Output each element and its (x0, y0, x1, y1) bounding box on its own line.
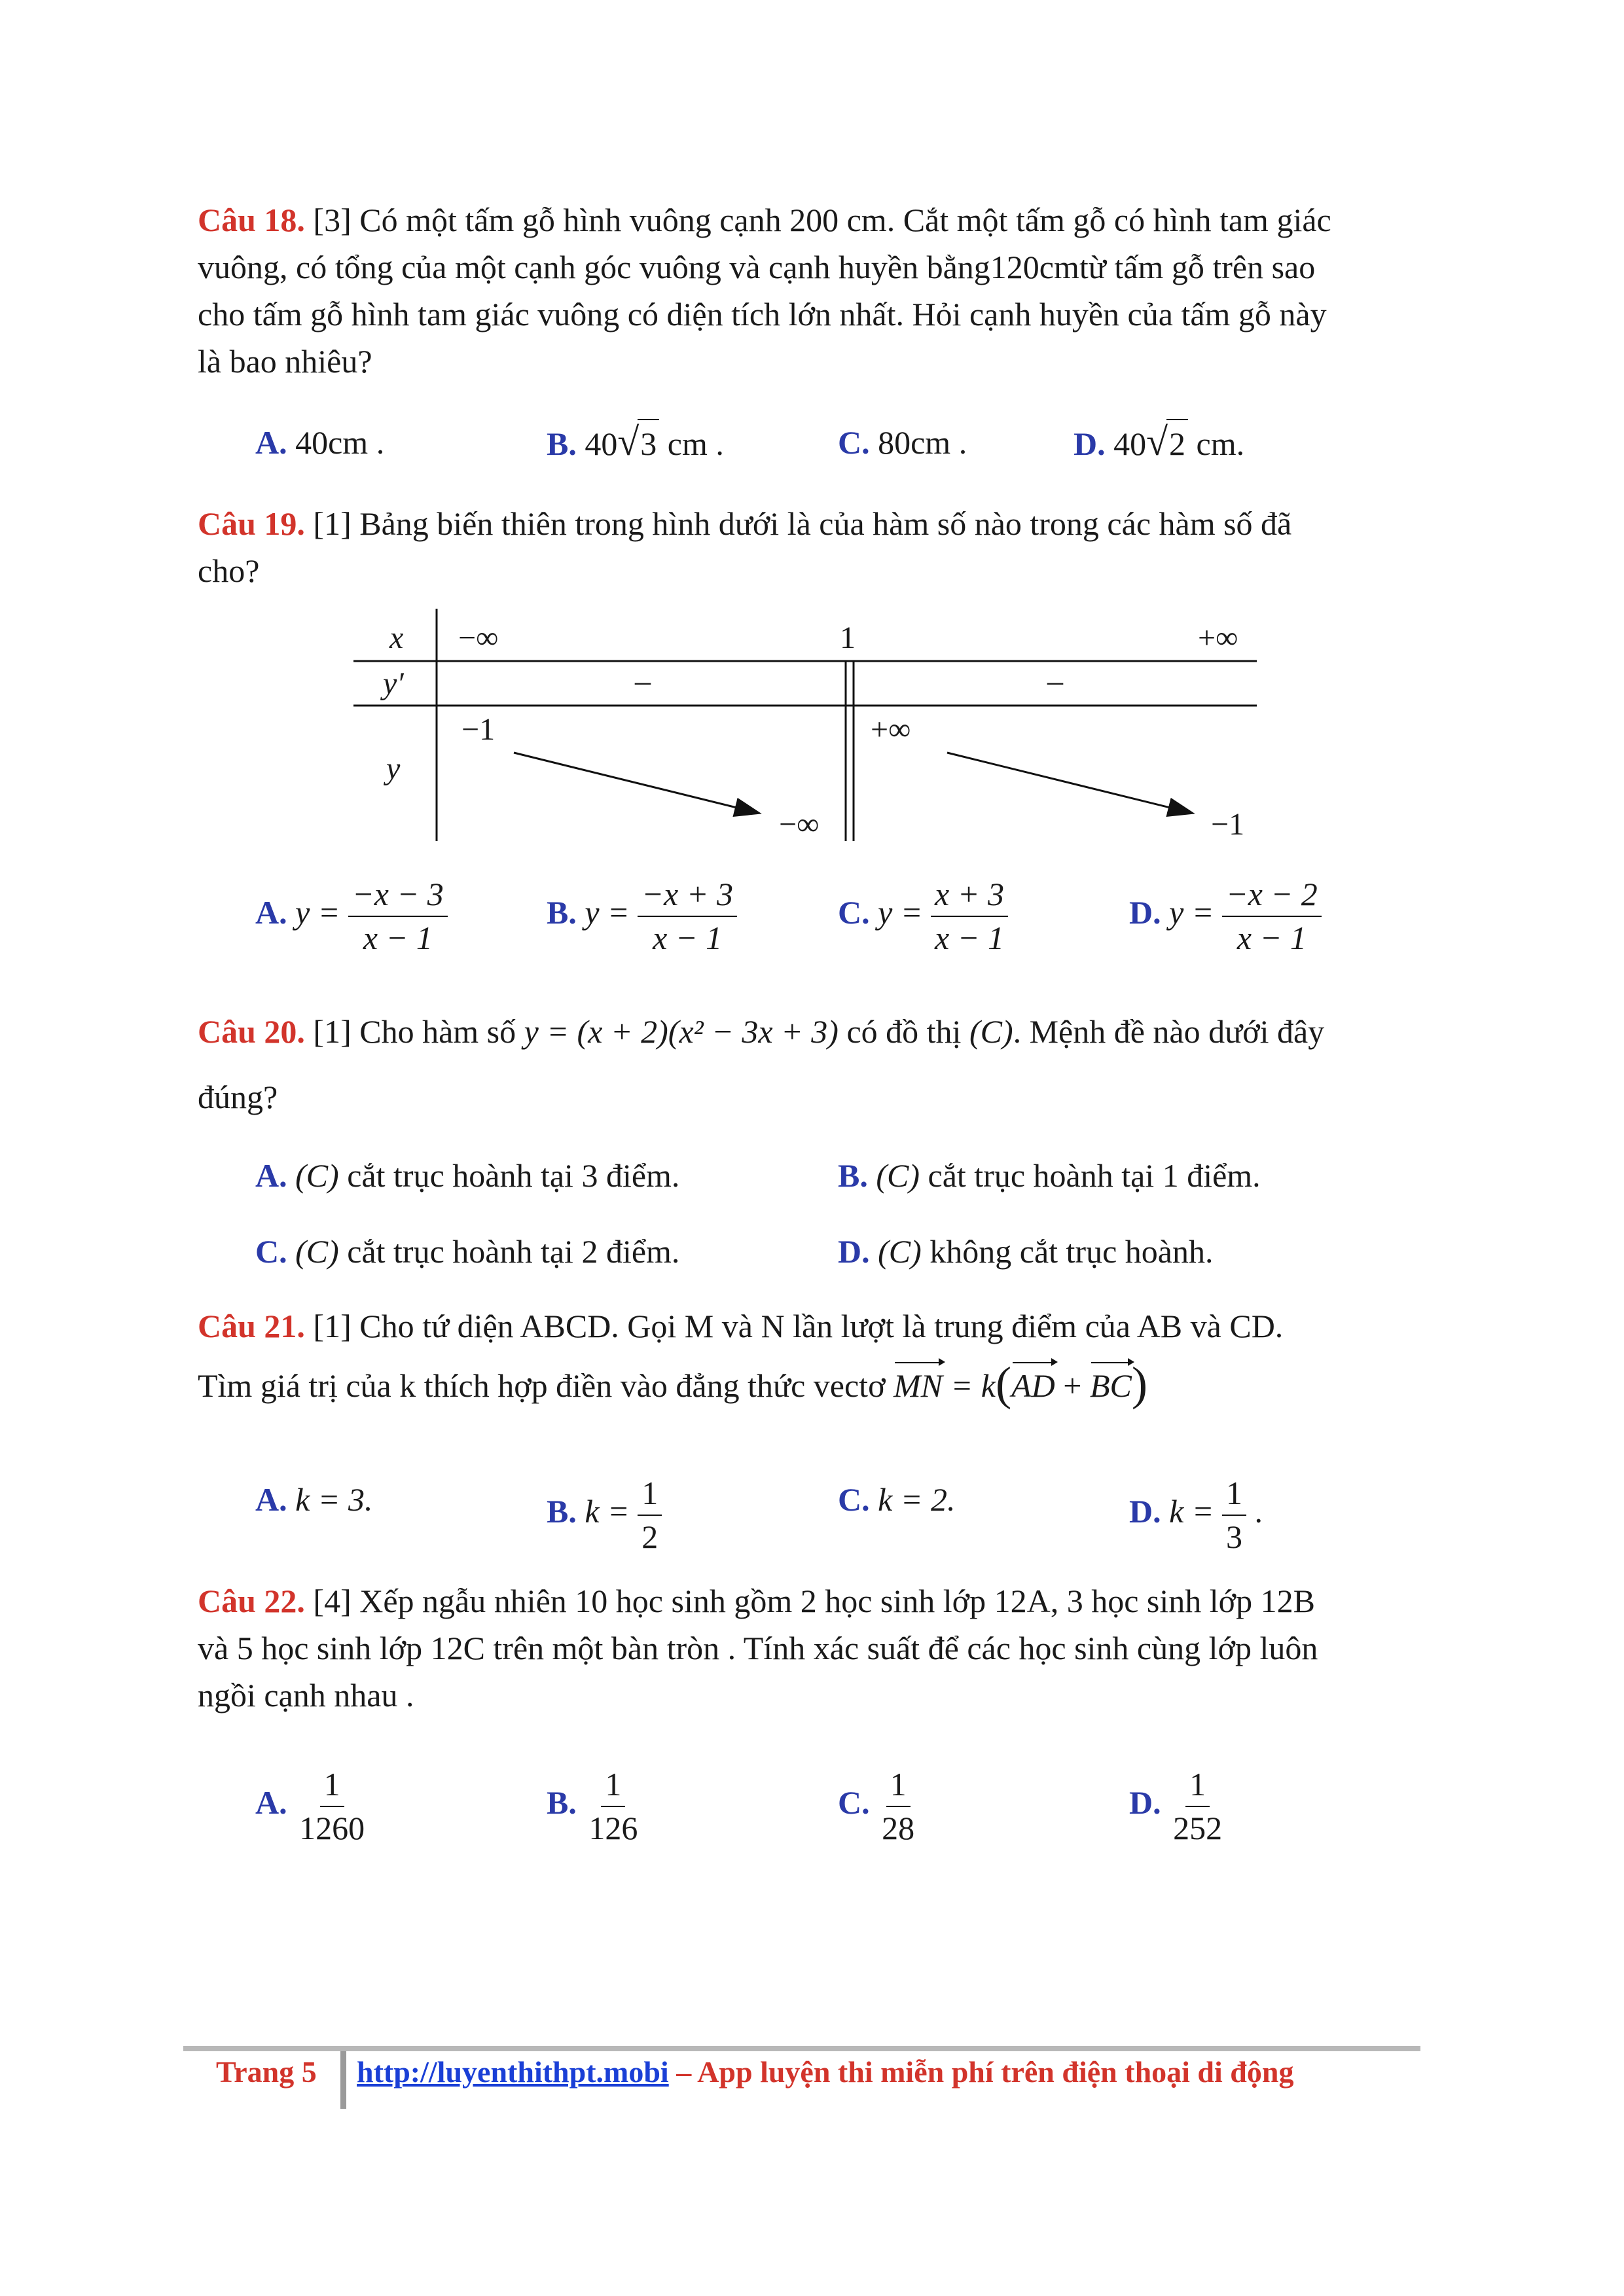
option-letter: D. (1129, 1784, 1161, 1821)
q20-text-mid: có đồ thị (846, 1013, 962, 1050)
q20-line-1 (198, 1008, 1324, 1055)
footer-separator (340, 2051, 346, 2109)
y-left-bottom: −∞ (779, 807, 820, 842)
y-right-bottom: −1 (1211, 807, 1245, 842)
option-text: không cắt trục hoành. (921, 1233, 1214, 1270)
option-text: k = 3. (295, 1481, 373, 1518)
option-curve: (C) (878, 1233, 922, 1270)
q20-formula: y = (x + 2)(x² − 3x + 3) (524, 1013, 839, 1050)
q22-option-a[interactable] (255, 1767, 369, 1845)
q21-option-c[interactable] (838, 1476, 956, 1523)
q21-line-1 (198, 1302, 1283, 1350)
option-fraction (638, 1476, 662, 1554)
denominator: 1260 (299, 1809, 365, 1846)
option-text: k = 2. (878, 1481, 956, 1518)
radicand: 2 (1166, 419, 1188, 467)
denominator: 3 (1226, 1518, 1243, 1555)
q18-label: Câu 18. (198, 202, 305, 238)
q19-option-a[interactable] (255, 877, 448, 955)
option-text: 40 (585, 425, 618, 462)
q22-line-3: ngồi cạnh nhau . (198, 1677, 414, 1713)
option-lhs: k = (1169, 1492, 1214, 1530)
footer-line (357, 2049, 1293, 2096)
yprime-label: y′ (383, 666, 404, 701)
numerator: 1 (886, 1767, 911, 1807)
q21-option-d[interactable] (1129, 1476, 1263, 1554)
q22-text-1: [4] Xếp ngẫu nhiên 10 học sinh gồm 2 học sinh lớp 12A, 3 học sinh lớp 12B (313, 1583, 1315, 1619)
option-lhs: y = (878, 893, 923, 931)
denominator: x − 1 (653, 919, 723, 956)
q21-text-1: [1] Cho tứ diện ABCD. Gọi M và N lần lượt là trung điểm của AB và CD. (313, 1308, 1284, 1344)
y-right-top: +∞ (871, 712, 911, 747)
y-label: y (386, 751, 401, 786)
sign-left: – (635, 664, 651, 698)
option-unit: cm . (659, 425, 724, 462)
decreasing-arrow-right (947, 753, 1191, 813)
q22-label: Câu 22. (198, 1583, 305, 1619)
option-text: cắt trục hoành tại 2 điểm. (338, 1233, 680, 1270)
denominator: x − 1 (363, 919, 433, 956)
q21-option-a[interactable] (255, 1476, 373, 1523)
q22-option-d[interactable] (1129, 1767, 1226, 1845)
plus-sign: + (1063, 1367, 1082, 1404)
numerator: x + 3 (931, 877, 1008, 917)
vector-bc: BC (1090, 1362, 1132, 1409)
denominator: 126 (588, 1809, 638, 1846)
close-paren: ) (1131, 1357, 1148, 1410)
q21-line-2 (198, 1357, 1148, 1410)
decreasing-arrow-left (514, 753, 758, 813)
option-text: cắt trục hoành tại 1 điểm. (920, 1157, 1261, 1194)
footer-url-link[interactable]: http://luyenthithpt.mobi (357, 2055, 669, 2089)
option-letter: A. (255, 1784, 287, 1821)
option-letter: D. (838, 1233, 870, 1270)
option-text: cắt trục hoành tại 3 điểm. (338, 1157, 680, 1194)
q19-label: Câu 19. (198, 505, 305, 542)
open-paren: ( (995, 1357, 1012, 1410)
q20-option-d[interactable] (838, 1228, 1213, 1275)
option-letter: B. (547, 425, 577, 462)
denominator: x − 1 (935, 919, 1004, 956)
y-left-top: −1 (461, 712, 496, 747)
q18-line-4: là bao nhiêu? (198, 343, 372, 380)
option-letter: D. (1129, 893, 1161, 931)
option-fraction (1169, 1767, 1226, 1845)
q19-option-c[interactable] (838, 877, 1008, 955)
denominator: x − 1 (1236, 919, 1307, 956)
x-pos-inf: +∞ (1198, 620, 1238, 655)
q20-label: Câu 20. (198, 1013, 305, 1050)
option-fraction (878, 1767, 918, 1845)
q18-option-d[interactable] (1074, 419, 1244, 467)
q18-option-b[interactable] (547, 419, 724, 467)
sign-right: – (1047, 664, 1063, 698)
numerator: −x − 3 (348, 877, 448, 917)
option-letter: B. (838, 1157, 868, 1194)
q22-line-2: và 5 học sinh lớp 12C trên một bàn tròn . Tính xác suất để các học sinh cùng lớp luôn (198, 1630, 1318, 1666)
q20-option-b[interactable] (838, 1152, 1261, 1199)
q21-label: Câu 21. (198, 1308, 305, 1344)
numerator: 1 (320, 1767, 344, 1807)
option-lhs: y = (295, 893, 340, 931)
vector-ad: AD (1011, 1362, 1055, 1409)
q19-option-d[interactable] (1129, 877, 1322, 955)
option-lhs: k = (585, 1492, 630, 1530)
variation-table (353, 609, 1270, 844)
q20-text-post: . Mệnh đề nào dưới đây (1013, 1013, 1325, 1050)
q18-option-c[interactable] (838, 419, 967, 466)
q21-equals-k: = k (950, 1367, 996, 1404)
q18-line-2: vuông, có tổng của một cạnh góc vuông và cạnh huyền bằng120cmtừ tấm gỗ trên sao (198, 249, 1316, 285)
q19-line-1 (198, 500, 1291, 547)
option-letter: C. (255, 1233, 287, 1270)
q19-option-b[interactable] (547, 877, 737, 955)
q20-option-a[interactable] (255, 1152, 679, 1199)
option-text: 40cm . (295, 424, 385, 461)
option-letter: C. (838, 1481, 870, 1518)
numerator: 1 (1222, 1476, 1246, 1516)
q18-line-3: cho tấm gỗ hình tam giác vuông có diện tích lớn nhất. Hỏi cạnh huyền của tấm gỗ này (198, 296, 1327, 332)
q20-line-2: đúng? (198, 1079, 278, 1115)
footer-tagline: – App luyện thi miễn phí trên điện thoại di động (668, 2055, 1294, 2089)
q18-option-a[interactable] (255, 419, 384, 466)
option-letter: A. (255, 1481, 287, 1518)
q19-text-1: [1] Bảng biến thiên trong hình dưới là của hàm số nào trong các hàm số đã (313, 505, 1292, 542)
option-letter: B. (547, 1784, 577, 1821)
numerator: −x + 3 (638, 877, 737, 917)
q21-option-b[interactable] (547, 1476, 662, 1554)
option-letter: A. (255, 424, 287, 461)
q22-option-b[interactable] (547, 1767, 641, 1845)
q22-line-1 (198, 1577, 1315, 1624)
sqrt-sign: √ (1146, 420, 1168, 463)
option-letter: C. (838, 424, 870, 461)
option-fraction (348, 877, 448, 955)
numerator: 1 (601, 1767, 625, 1807)
option-lhs: y = (1169, 893, 1214, 931)
denominator: 252 (1173, 1809, 1223, 1846)
option-fraction (931, 877, 1008, 955)
q21-text-2: Tìm giá trị của k thích hợp điền vào đẳng thức vectơ (198, 1367, 886, 1404)
q18-line-1 (198, 196, 1331, 243)
option-letter: D. (1074, 425, 1106, 462)
q20-curve: (C) (969, 1013, 1013, 1050)
q20-option-c[interactable] (255, 1228, 679, 1275)
numerator: −x − 2 (1222, 877, 1322, 917)
option-letter: A. (255, 893, 287, 931)
radicand: 3 (638, 419, 659, 467)
x-one: 1 (840, 620, 856, 655)
option-text: . (1246, 1492, 1263, 1530)
q19-line-2: cho? (198, 552, 260, 589)
option-text: 40 (1113, 425, 1147, 462)
option-unit: cm. (1188, 425, 1245, 462)
option-lhs: y = (585, 893, 630, 931)
option-text: 80cm . (878, 424, 967, 461)
numerator: 1 (638, 1476, 662, 1516)
denominator: 28 (882, 1809, 915, 1846)
option-letter: B. (547, 1492, 577, 1530)
vector-mn: MN (893, 1362, 943, 1409)
footer-page-number: Trang 5 (216, 2055, 317, 2089)
denominator: 2 (641, 1518, 659, 1555)
numerator: 1 (1185, 1767, 1210, 1807)
option-letter: A. (255, 1157, 287, 1194)
option-fraction (585, 1767, 641, 1845)
option-fraction (638, 877, 737, 955)
option-fraction (295, 1767, 369, 1845)
option-curve: (C) (295, 1233, 339, 1270)
option-letter: C. (838, 1784, 870, 1821)
option-letter: B. (547, 893, 577, 931)
option-curve: (C) (876, 1157, 920, 1194)
sqrt-sign: √ (617, 420, 640, 463)
x-neg-inf: −∞ (458, 620, 499, 655)
x-label: x (389, 620, 404, 655)
q18-text-1: [3] Có một tấm gỗ hình vuông cạnh 200 cm. Cắt một tấm gỗ có hình tam giác (313, 202, 1331, 238)
q20-text-pre: [1] Cho hàm số (313, 1013, 516, 1050)
q22-option-c[interactable] (838, 1767, 918, 1845)
option-fraction (1222, 1476, 1246, 1554)
option-letter: D. (1129, 1492, 1161, 1530)
option-fraction (1222, 877, 1322, 955)
option-letter: C. (838, 893, 870, 931)
option-curve: (C) (295, 1157, 339, 1194)
